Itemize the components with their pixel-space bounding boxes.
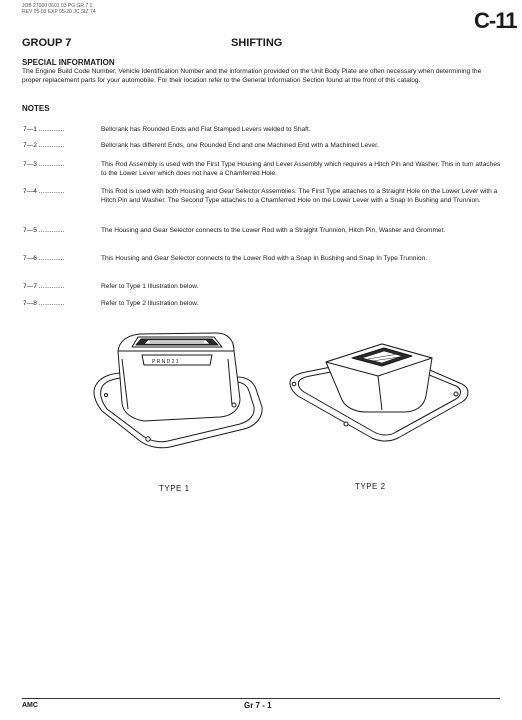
note-text: Refer to Type 2 Illustration below. [101, 300, 199, 307]
note-text: Refer to Type 1 Illustration below. [101, 283, 199, 290]
type-1-caption: TYPE 1 [159, 484, 190, 493]
type-1-shifter-housing-illustration [88, 325, 268, 457]
note-number: 7—4 .............. [23, 188, 65, 195]
footer-page-number: Gr 7 - 1 [244, 701, 272, 710]
footer-divider [22, 698, 500, 699]
note-text: Bellcrank has Rounded Ends and Flat Stamped Levers welded to Shaft. [101, 126, 311, 133]
notes-heading: NOTES [22, 104, 50, 113]
note-7-8 [23, 299, 501, 308]
note-text: This Rod Assembly is used with the First Type Housing and Lever Assembly which requires a Hitch Pin and Washer. This in turn attaches to the Lower Lever which does not have a Chamferred Hole. [101, 161, 501, 177]
footer-brand: AMC [22, 702, 38, 709]
note-text: The Housing and Gear Selector connects to the Lower Rod with a Straight Trunnion, Hitch Pin, Washer and Grommet. [101, 227, 446, 234]
note-number: 7—5 .............. [23, 227, 65, 234]
note-number: 7—7 .............. [23, 283, 65, 290]
note-number: 7—1 .............. [23, 126, 65, 133]
section-title: SHIFTING [231, 37, 283, 49]
note-text: This Rod is used with both Housing and Gear Selector Assemblies. The First Type attaches to a Straight Hole on the Lower Lever with a Hitch Pin and Washer. The Second Type attaches to a Chamferred Hole on the Lower Lever with a Snap In Bushing and Trunnion. [101, 188, 498, 204]
note-7-2 [23, 141, 501, 150]
note-number: 7—3 .............. [23, 161, 65, 168]
special-information-text: The Engine Build Code Number, Vehicle Identification Number and the information provided on the Unit Body Plate are often necessary when determining the proper replacement parts for your automobile. For their location refer to the General Information Section found at the front of this catalog. [22, 68, 482, 84]
note-7-6 [23, 254, 501, 263]
note-7-1 [23, 125, 501, 134]
type-2-caption: TYPE 2 [355, 482, 386, 491]
note-7-3 [23, 160, 501, 178]
type-2-shifter-housing-illustration [286, 338, 476, 448]
page-code: C-11 [474, 8, 517, 33]
group-title: GROUP 7 [22, 37, 72, 49]
note-text: This Housing and Gear Selector connects to the Lower Rod with a Snap In Bushing and Snap In Type Trunnion. [101, 255, 428, 262]
job-code [22, 3, 96, 15]
special-information-heading: SPECIAL INFORMATION [22, 58, 115, 67]
note-7-4 [23, 187, 501, 205]
note-7-5 [23, 226, 501, 235]
svg-text:P R N D 2 1: P R N D 2 1 [152, 359, 179, 365]
note-number: 7—6 .............. [23, 255, 65, 262]
note-number: 7—2 .............. [23, 142, 65, 149]
note-text: Bellcrank has different Ends, one Rounded End and one Machined End with a Machined Lever. [101, 142, 379, 149]
job-code-line-2: REV 05-03 EXP 05-20 JC SIZ 74 [22, 9, 96, 15]
note-7-7 [23, 282, 501, 291]
note-number: 7—8 .............. [23, 300, 65, 307]
job-code-line-1: JOB 27000 0601 03 PG GR 7 1 [22, 3, 93, 9]
